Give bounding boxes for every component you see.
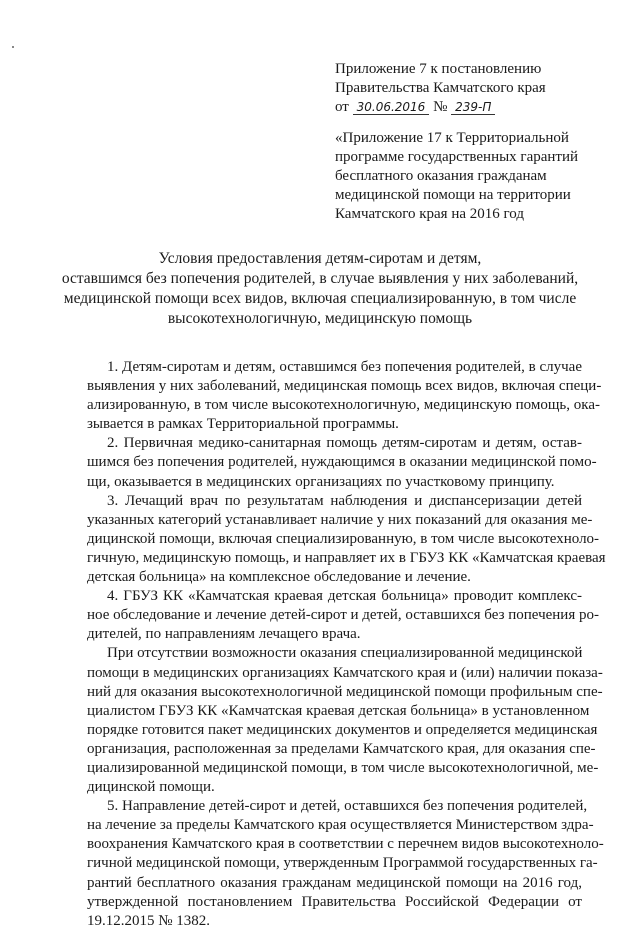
paragraph-line: ное обследование и лечение детей-сирот и детей, оставшихся без попечения ро- (87, 607, 599, 624)
paragraph-line: шимся без попечения родителей, нуждающимся в оказании медицинской помо- (87, 454, 597, 471)
quote-block (335, 129, 625, 224)
quote-line: программе государственных гарантий (335, 149, 579, 165)
paragraph-line: дицинской помощи, включая специализированную, в том числе высокотехноло- (87, 530, 600, 547)
paragraph-line: циализированной медицинской помощи, в том числе высокотехнологичной, ме- (87, 759, 599, 776)
title-line: высокотехнологичную, медицинскую помощь (167, 310, 473, 327)
paragraph-4 (87, 587, 599, 644)
paragraph-line: рантий бесплатного оказания гражданам медицинской помощи на 2016 год, (87, 874, 582, 891)
number-prefix: № (433, 99, 448, 115)
paragraph-line: гичной медицинской помощи, утвержденным Программой государственных га- (87, 855, 598, 872)
paragraph-line: порядке готовится пакет медицинских документов и определяется медицинская (87, 721, 598, 738)
quote-line: медицинской помощи на территории (335, 187, 571, 203)
paragraph-line: помощи в медицинских организациях Камчатского края и (или) наличии показа- (87, 664, 603, 681)
appendix-date-line (335, 98, 625, 117)
paragraph-line: 2. Первичная медико-санитарная помощь детям-сиротам и детям, остав- (107, 435, 582, 452)
quote-line: бесплатного оказания гражданам (335, 168, 547, 184)
paragraph-line: дицинской помощи. (87, 779, 215, 796)
paragraph-line: ализированную, в том числе высокотехнологичную, медицинскую помощь, ока- (87, 397, 600, 414)
paragraph-4-continuation (87, 644, 603, 797)
date-prefix: от (335, 99, 349, 115)
paragraph-3 (87, 492, 606, 587)
title-line: оставшимся без попечения родителей, в случае выявления у них заболеваний, (61, 270, 579, 287)
paragraph-line: воохранения Камчатского края в соответствии с перечнем видов высокотехноло- (87, 836, 604, 853)
quote-line: Камчатского края на 2016 год (335, 206, 524, 222)
paragraph-line: При отсутствии возможности оказания специализированной медицинской (107, 645, 583, 662)
paragraph-line: детская больница» на комплексное обследование и лечение. (87, 569, 471, 586)
paragraph-line: 3. Лечащий врач по результатам наблюдения и диспансеризации детей (107, 492, 582, 509)
document-title (40, 249, 600, 329)
paragraph-line: гичную, медицинскую помощь, и направляет их в ГБУЗ КК «Камчатская краевая (87, 549, 606, 566)
title-line: Условия предоставления детям-сиротам и детям, (158, 250, 482, 267)
paragraph-line: 1. Детям-сиротам и детям, оставшимся без попечения родителей, в случае (107, 359, 582, 375)
paragraph-5 (87, 797, 604, 931)
scan-speck (12, 46, 14, 48)
paragraph-line: указанных категорий устанавливает наличие у них показаний для оказания ме- (87, 511, 593, 528)
paragraph-line: 19.12.2015 № 1382. (87, 912, 211, 929)
paragraph-line: щи, оказывается в медицинских организациях по участковому принципу. (87, 473, 555, 490)
number-value: 239-П (451, 100, 495, 115)
paragraph-line: 4. ГБУЗ КК «Камчатская краевая детская больница» проводит комплекс- (107, 588, 582, 605)
appendix-line-1: Приложение 7 к постановлению (335, 61, 542, 77)
paragraph-line: дителей, по направлениям лечащего врача. (87, 626, 361, 643)
appendix-header (335, 60, 625, 117)
document-body (87, 358, 606, 931)
paragraph-line: ний для оказания высокотехнологичной медицинской помощи профильным спе- (87, 683, 603, 700)
quote-line: «Приложение 17 к Территориальной (335, 130, 569, 146)
appendix-line-2: Правительства Камчатского края (335, 80, 546, 96)
paragraph-line: циалистом ГБУЗ КК «Камчатская краевая детская больница» в установленном (87, 702, 590, 719)
paragraph-2 (87, 434, 597, 491)
paragraph-line: организация, расположенная за пределами Камчатского края, для оказания спе- (87, 740, 596, 757)
paragraph-line: зывается в рамках Территориальной программы. (87, 416, 399, 433)
title-line: медицинской помощи всех видов, включая специализированную, в том числе (63, 290, 577, 307)
paragraph-1 (87, 358, 602, 434)
paragraph-line: 5. Направление детей-сирот и детей, оставшихся без попечения родителей, (107, 798, 588, 815)
paragraph-line: на лечение за пределы Камчатского края осуществляется Министерством здра- (87, 817, 594, 834)
paragraph-line: утвержденной постановлением Правительства Российской Федерации от (87, 893, 582, 910)
date-value: 30.06.2016 (353, 100, 430, 115)
paragraph-line: выявления у них заболеваний, медицинская помощь всех видов, включая специ- (87, 378, 602, 395)
